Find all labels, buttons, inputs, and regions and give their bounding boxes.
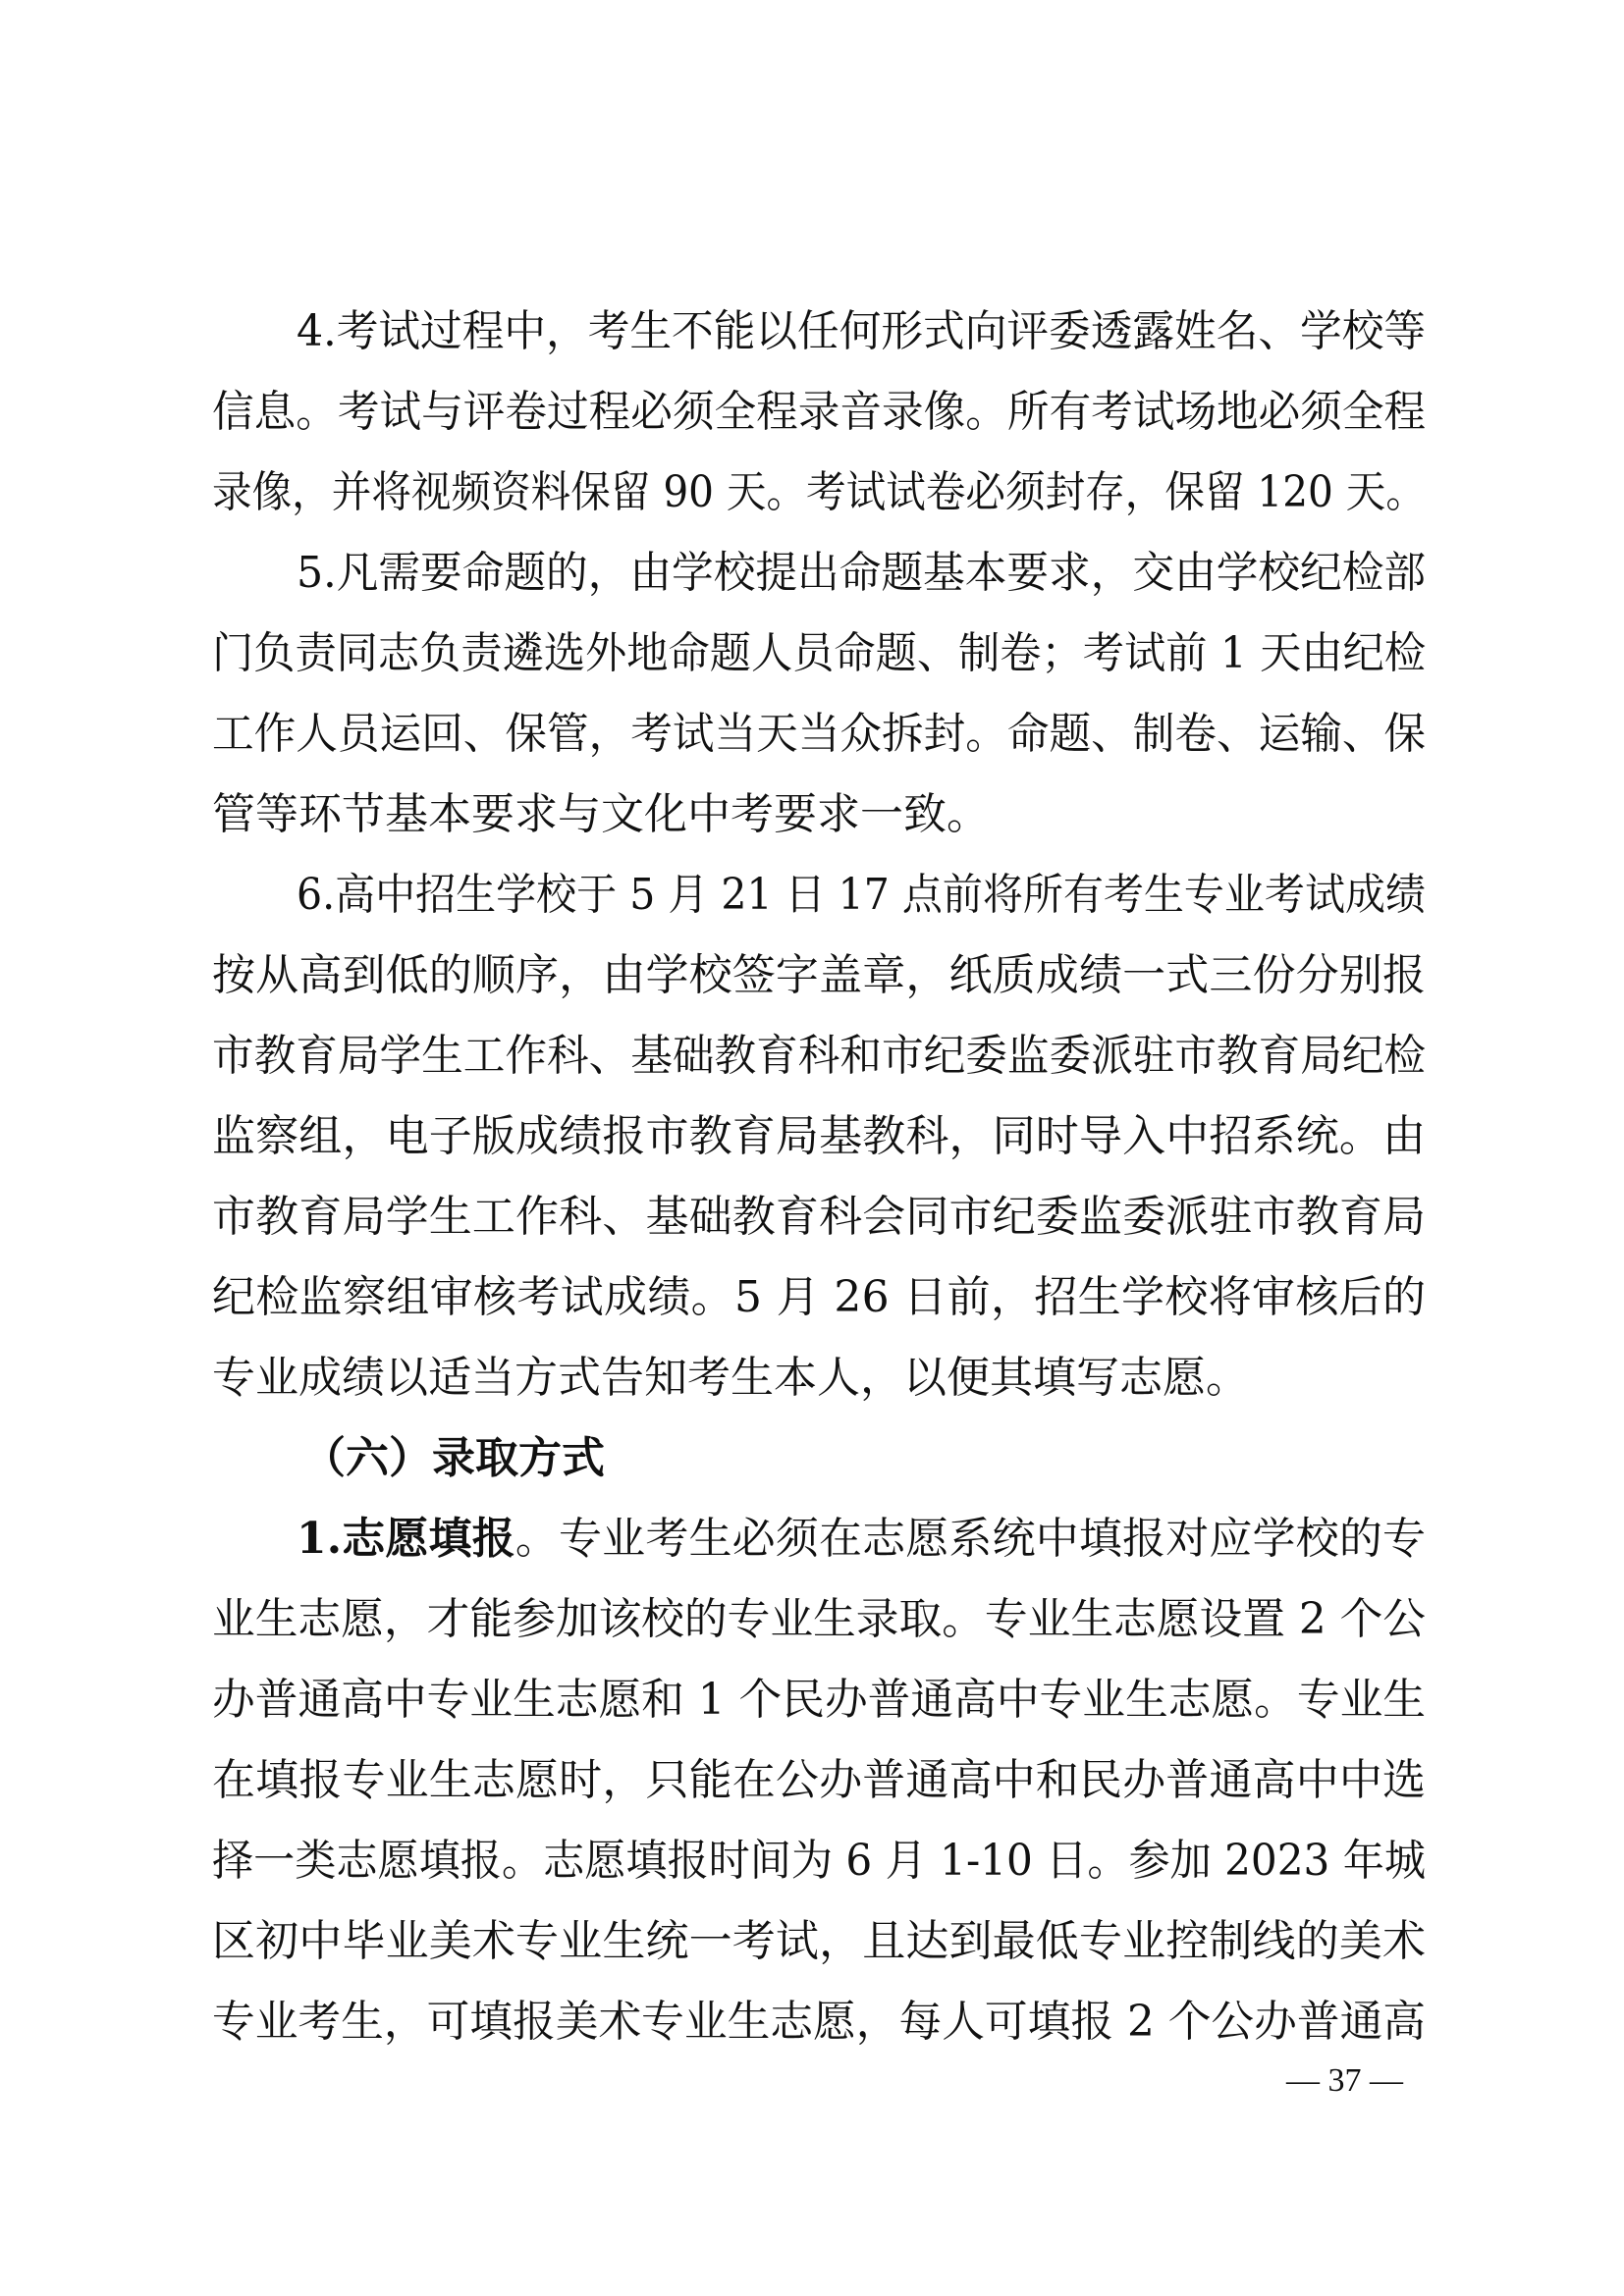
line-text: 录像，并将视频资料保留 90 天。考试试卷必须封存，保留 120 天。	[212, 467, 1426, 517]
paragraph-line	[297, 304, 1426, 359]
paragraph-line	[212, 707, 1426, 762]
line-text: 工作人员运回、保管，考试当天当众拆封。命题、制卷、运输、保	[212, 709, 1427, 759]
line-text: 4.考试过程中，考生不能以任何形式向评委透露姓名、学校等	[297, 306, 1427, 356]
paragraph-line	[212, 787, 990, 842]
paragraph-line	[212, 1190, 1426, 1245]
line-text: 在填报专业生志愿时，只能在公办普通高中和民办普通高中中选	[212, 1755, 1427, 1805]
line-text: 业生志愿，才能参加该校的专业生录取。专业生志愿设置 2 个公	[212, 1594, 1427, 1644]
section-heading	[302, 1431, 605, 1486]
paragraph-line	[212, 465, 1426, 520]
line-text: 监察组，电子版成绩报市教育局基教科，同时导入中招系统。由	[212, 1111, 1427, 1161]
paragraph-line	[212, 1270, 1426, 1325]
subheading-text: 1.志愿填报	[297, 1514, 515, 1564]
line-text: 专业成绩以适当方式告知考生本人，以便其填写志愿。	[212, 1353, 1249, 1403]
line-text: 按从高到低的顺序，由学校签字盖章，纸质成绩一式三份分别报	[212, 950, 1427, 1000]
line-text: 信息。考试与评卷过程必须全程录音录像。所有考试场地必须全程	[212, 387, 1427, 437]
line-text: 6.高中招生学校于 5 月 21 日 17 点前将所有考生专业考试成绩	[297, 870, 1426, 920]
line-text: 管等环节基本要求与文化中考要求一致。	[212, 789, 990, 839]
line-text: 5.凡需要命题的，由学校提出命题基本要求，交由学校纪检部	[297, 548, 1427, 598]
paragraph-line	[212, 948, 1426, 1003]
paragraph-line	[212, 1673, 1426, 1728]
paragraph-line	[212, 1029, 1426, 1084]
line-text: 择一类志愿填报。志愿填报时间为 6 月 1-10 日。参加 2023 年城	[212, 1836, 1427, 1886]
paragraph-line	[212, 1351, 1249, 1406]
paragraph-line	[212, 1109, 1426, 1164]
paragraph-line	[212, 1753, 1426, 1808]
line-text: 区初中毕业美术专业生统一考试，且达到最低专业控制线的美术	[212, 1916, 1427, 1966]
line-text: 。专业考生必须在志愿系统中填报对应学校的专	[514, 1514, 1427, 1564]
line-text: 办普通高中专业生志愿和 1 个民办普通高中专业生志愿。专业生	[212, 1675, 1427, 1725]
line-text: 门负责同志负责遴选外地命题人员命题、制卷；考试前 1 天由纪检	[212, 628, 1427, 678]
paragraph-line	[212, 1914, 1426, 1969]
paragraph-line	[212, 1592, 1426, 1647]
line-text: 纪检监察组审核考试成绩。5 月 26 日前，招生学校将审核后的	[212, 1272, 1427, 1322]
page-number: — 37 —	[1286, 2062, 1403, 2099]
paragraph-line	[212, 626, 1426, 681]
paragraph-line	[297, 1512, 1426, 1567]
paragraph-line	[212, 385, 1426, 440]
line-text: 市教育局学生工作科、基础教育科会同市纪委监委派驻市教育局	[212, 1192, 1427, 1242]
paragraph-line	[212, 1995, 1426, 2050]
section-heading-text: （六）录取方式	[302, 1433, 605, 1483]
paragraph-line	[212, 1834, 1426, 1889]
paragraph-line	[297, 868, 1426, 923]
line-text: 专业考生，可填报美术专业生志愿，每人可填报 2 个公办普通高	[212, 1997, 1427, 2047]
line-text: 市教育局学生工作科、基础教育科和市纪委监委派驻市教育局纪检	[212, 1031, 1427, 1081]
paragraph-line	[297, 546, 1426, 601]
